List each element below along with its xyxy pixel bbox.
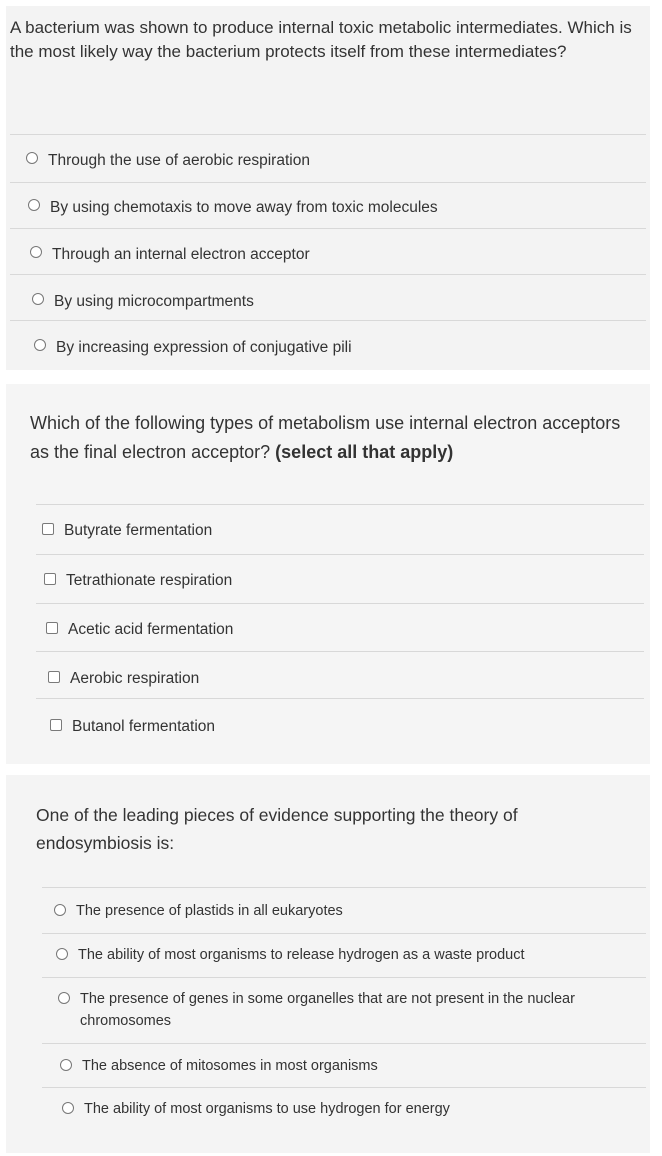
- q1-option-1-label: Through the use of aerobic respiration: [48, 152, 310, 169]
- question-1-panel: [6, 6, 650, 370]
- checkbox[interactable]: [44, 573, 56, 585]
- q1-option-4[interactable]: [32, 290, 254, 313]
- divider: [42, 1087, 646, 1088]
- divider: [42, 977, 646, 978]
- q3-option-2[interactable]: [56, 945, 525, 967]
- q1-option-3[interactable]: [30, 243, 310, 266]
- q1-option-5-label: By increasing expression of conjugative pili: [56, 339, 352, 356]
- checkbox[interactable]: [50, 719, 62, 731]
- q2-option-2[interactable]: [44, 569, 232, 592]
- divider: [36, 651, 644, 652]
- q3-option-4[interactable]: [60, 1056, 378, 1078]
- q3-option-5-label: The ability of most organisms to use hydrogen for energy: [84, 1101, 450, 1117]
- question-2-text: [30, 409, 640, 467]
- divider: [36, 554, 644, 555]
- divider: [36, 603, 644, 604]
- q3-option-1-label: The presence of plastids in all eukaryotes: [76, 903, 343, 919]
- divider: [42, 933, 646, 934]
- radio-button[interactable]: [32, 293, 44, 305]
- radio-button[interactable]: [30, 246, 42, 258]
- q3-option-1[interactable]: [54, 901, 343, 923]
- q1-option-1[interactable]: [26, 149, 310, 172]
- question-1-text: A bacterium was shown to produce internal toxic metabolic intermediates. Which is the most likely way the bacterium protects itself from these intermediates?: [10, 18, 632, 62]
- divider: [10, 182, 646, 183]
- q2-option-3-label: Acetic acid fermentation: [68, 621, 234, 638]
- q3-option-3-label: The presence of genes in some organelles that are not present in the nuclear chromosomes: [80, 991, 575, 1029]
- q3-option-3[interactable]: [58, 989, 638, 1033]
- q1-option-5[interactable]: [34, 336, 352, 359]
- radio-button[interactable]: [28, 199, 40, 211]
- divider: [10, 274, 646, 275]
- divider: [42, 887, 646, 888]
- question-2-emphasis: (select all that apply): [275, 441, 454, 462]
- q3-option-2-label: The ability of most organisms to release hydrogen as a waste product: [78, 947, 525, 963]
- q2-option-2-label: Tetrathionate respiration: [66, 572, 233, 589]
- radio-button[interactable]: [56, 948, 68, 960]
- radio-button[interactable]: [60, 1059, 72, 1071]
- q2-option-4-label: Aerobic respiration: [70, 670, 200, 687]
- question-2-body: Which of the following types of metabolism use internal electron acceptors as the final electron acceptor?: [30, 413, 621, 462]
- q2-option-5[interactable]: [50, 715, 215, 738]
- divider: [10, 320, 646, 321]
- q3-option-4-label: The absence of mitosomes in most organisms: [82, 1058, 378, 1074]
- q2-option-1-label: Butyrate fermentation: [64, 522, 213, 539]
- question-2-panel: [6, 384, 650, 764]
- q1-option-2-label: By using chemotaxis to move away from toxic molecules: [50, 199, 438, 216]
- q1-option-2[interactable]: [28, 196, 438, 219]
- checkbox[interactable]: [46, 622, 58, 634]
- q1-option-4-label: By using microcompartments: [54, 293, 254, 310]
- question-3-text: One of the leading pieces of evidence supporting the theory of endosymbiosis is:: [36, 805, 518, 853]
- q2-option-1[interactable]: [42, 519, 212, 542]
- divider: [36, 698, 644, 699]
- q1-option-3-label: Through an internal electron acceptor: [52, 246, 310, 263]
- q2-option-4[interactable]: [48, 667, 199, 690]
- checkbox[interactable]: [48, 671, 60, 683]
- q2-option-5-label: Butanol fermentation: [72, 718, 216, 735]
- divider: [42, 1043, 646, 1044]
- radio-button[interactable]: [54, 904, 66, 916]
- checkbox[interactable]: [42, 523, 54, 535]
- q3-option-5[interactable]: [62, 1099, 450, 1121]
- radio-button[interactable]: [58, 992, 70, 1004]
- question-3-panel: [6, 775, 650, 1153]
- divider: [10, 228, 646, 229]
- radio-button[interactable]: [26, 152, 38, 164]
- radio-button[interactable]: [34, 339, 46, 351]
- divider: [10, 134, 646, 135]
- radio-button[interactable]: [62, 1102, 74, 1114]
- divider: [36, 504, 644, 505]
- q2-option-3[interactable]: [46, 618, 233, 641]
